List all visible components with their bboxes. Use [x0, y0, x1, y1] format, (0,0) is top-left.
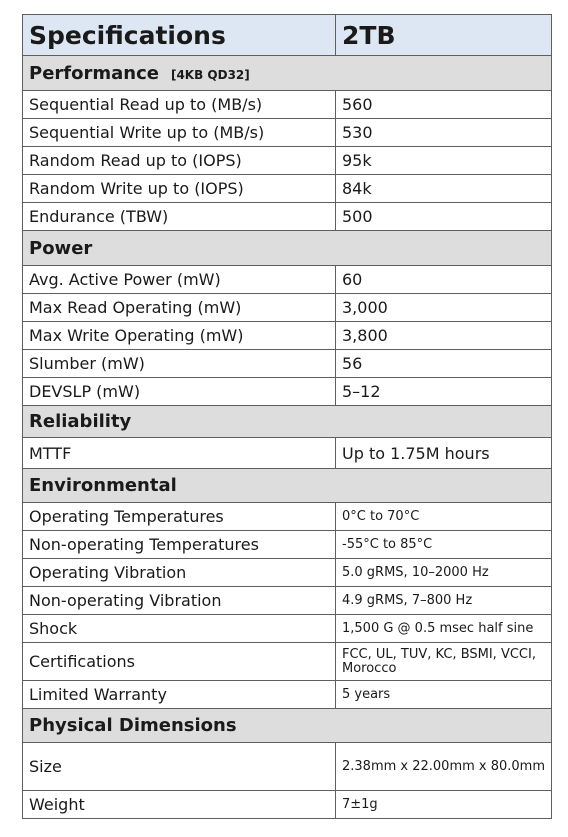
section-title: Performance	[29, 62, 159, 84]
header-row	[23, 15, 552, 56]
table-row	[23, 531, 552, 559]
table-row	[23, 681, 552, 709]
row-label: Slumber (mW)	[23, 350, 336, 378]
row-value: 5 years	[336, 681, 552, 709]
row-label: Non-operating Temperatures	[23, 531, 336, 559]
row-value: 95k	[336, 147, 552, 175]
row-value: 84k	[336, 175, 552, 203]
row-label: MTTF	[23, 438, 336, 469]
row-label: Max Read Operating (mW)	[23, 294, 336, 322]
row-value: 7±1g	[336, 791, 552, 819]
table-row	[23, 587, 552, 615]
table-row	[23, 350, 552, 378]
table-row	[23, 322, 552, 350]
row-value: 56	[336, 350, 552, 378]
row-value: 530	[336, 119, 552, 147]
table-row	[23, 91, 552, 119]
spec-table	[22, 14, 552, 819]
section-title: Environmental	[23, 469, 552, 503]
table-row	[23, 503, 552, 531]
row-label: Random Write up to (IOPS)	[23, 175, 336, 203]
row-label: Endurance (TBW)	[23, 203, 336, 231]
row-label: Limited Warranty	[23, 681, 336, 709]
table-row	[23, 643, 552, 681]
table-row	[23, 175, 552, 203]
row-label: Operating Temperatures	[23, 503, 336, 531]
row-value: 0°C to 70°C	[336, 503, 552, 531]
row-label: Certifications	[23, 643, 336, 681]
row-value: 4.9 gRMS, 7–800 Hz	[336, 587, 552, 615]
section-reliability	[23, 406, 552, 438]
row-value: 560	[336, 91, 552, 119]
table-row	[23, 266, 552, 294]
table-row	[23, 203, 552, 231]
row-label: Operating Vibration	[23, 559, 336, 587]
row-value: 5.0 gRMS, 10–2000 Hz	[336, 559, 552, 587]
header-capacity: 2TB	[336, 15, 552, 56]
row-value: -55°C to 85°C	[336, 531, 552, 559]
section-note: [4KB QD32]	[170, 67, 250, 82]
table-row	[23, 615, 552, 643]
row-value: FCC, UL, TUV, KC, BSMI, VCCI, Morocco	[336, 643, 552, 681]
section-performance	[23, 56, 552, 91]
row-label: Avg. Active Power (mW)	[23, 266, 336, 294]
row-label: Sequential Read up to (MB/s)	[23, 91, 336, 119]
table-row	[23, 559, 552, 587]
table-row	[23, 791, 552, 819]
row-label: Random Read up to (IOPS)	[23, 147, 336, 175]
table-row	[23, 438, 552, 469]
row-label: Shock	[23, 615, 336, 643]
row-label: DEVSLP (mW)	[23, 378, 336, 406]
row-value: 3,000	[336, 294, 552, 322]
table-row	[23, 378, 552, 406]
row-value: 60	[336, 266, 552, 294]
table-row	[23, 743, 552, 791]
section-physical-dimensions	[23, 709, 552, 743]
table-row	[23, 119, 552, 147]
row-label: Weight	[23, 791, 336, 819]
section-environmental	[23, 469, 552, 503]
row-value: 500	[336, 203, 552, 231]
row-value: 5–12	[336, 378, 552, 406]
row-label: Size	[23, 743, 336, 791]
row-value: Up to 1.75M hours	[336, 438, 552, 469]
section-power	[23, 231, 552, 266]
section-title: Power	[23, 231, 552, 266]
section-title: Physical Dimensions	[23, 709, 552, 743]
section-title: Reliability	[23, 406, 552, 438]
row-label: Sequential Write up to (MB/s)	[23, 119, 336, 147]
header-specifications: Specifications	[23, 15, 336, 56]
row-label: Non-operating Vibration	[23, 587, 336, 615]
row-label: Max Write Operating (mW)	[23, 322, 336, 350]
row-value: 1,500 G @ 0.5 msec half sine	[336, 615, 552, 643]
row-value: 2.38mm x 22.00mm x 80.0mm	[336, 743, 552, 791]
table-row	[23, 147, 552, 175]
table-row	[23, 294, 552, 322]
row-value: 3,800	[336, 322, 552, 350]
